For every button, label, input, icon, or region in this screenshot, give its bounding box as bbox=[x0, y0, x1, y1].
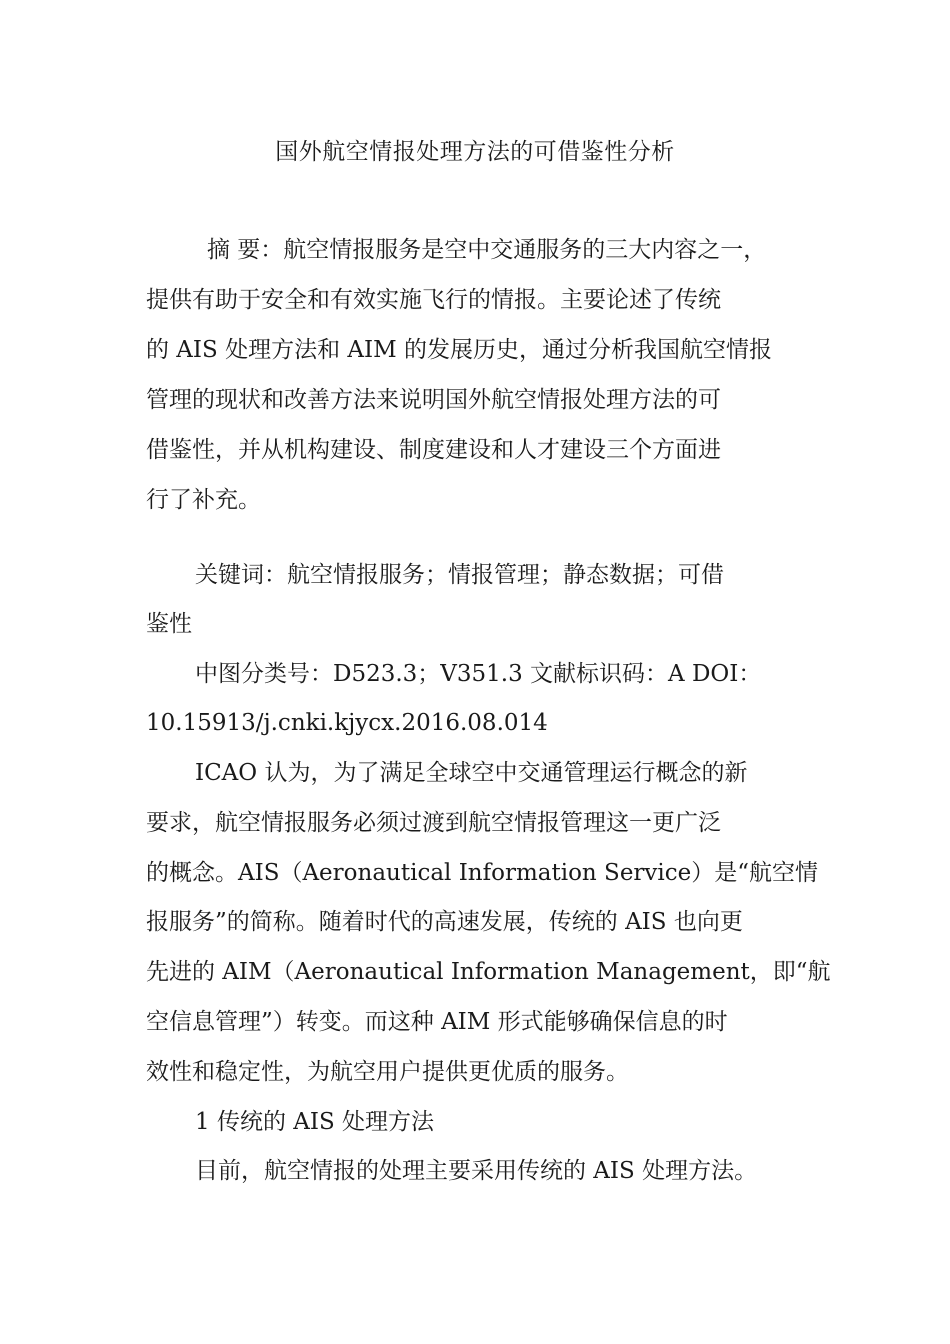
body-line: 报服务”的简称。随着时代的高速发展，传统的 AIS 也向更 bbox=[146, 909, 743, 935]
abstract-line: 的 AIS 处理方法和 AIM 的发展历史，通过分析我国航空情报 bbox=[146, 337, 772, 363]
abstract-line: 摘 要：航空情报服务是空中交通服务的三大内容之一， bbox=[207, 237, 767, 263]
document-title: 国外航空情报处理方法的可借鉴性分析 bbox=[275, 139, 675, 165]
body-line: 效性和稳定性，为航空用户提供更优质的服务。 bbox=[146, 1059, 629, 1085]
keywords-line: 关键词：航空情报服务；情报管理；静态数据；可借 bbox=[195, 562, 724, 588]
body-line: 的概念。AIS（Aeronautical Information Service）是“航空情 bbox=[146, 860, 819, 886]
body-line: 要求，航空情报服务必须过渡到航空情报管理这一更广泛 bbox=[146, 810, 721, 836]
abstract-line: 提供有助于安全和有效实施飞行的情报。主要论述了传统 bbox=[146, 287, 721, 313]
body-line: 目前，航空情报的处理主要采用传统的 AIS 处理方法。 bbox=[195, 1158, 758, 1184]
doi-line: 10.15913/j.cnki.kjycx.2016.08.014 bbox=[146, 710, 548, 736]
abstract-line: 借鉴性，并从机构建设、制度建设和人才建设三个方面进 bbox=[146, 437, 721, 463]
classification-line: 中图分类号：D523.3；V351.3 文献标识码：A DOI： bbox=[195, 661, 762, 687]
keywords-line: 鉴性 bbox=[146, 611, 192, 637]
section-heading: 1 传统的 AIS 处理方法 bbox=[195, 1109, 435, 1135]
body-line: 空信息管理”）转变。而这种 AIM 形式能够确保信息的时 bbox=[146, 1009, 728, 1035]
abstract-line: 管理的现状和改善方法来说明国外航空情报处理方法的可 bbox=[146, 387, 721, 413]
body-line: ICAO 认为，为了满足全球空中交通管理运行概念的新 bbox=[195, 760, 748, 786]
body-line: 先进的 AIM（Aeronautical Information Management，即“航 bbox=[146, 959, 831, 985]
abstract-line: 行了补充。 bbox=[146, 487, 261, 513]
